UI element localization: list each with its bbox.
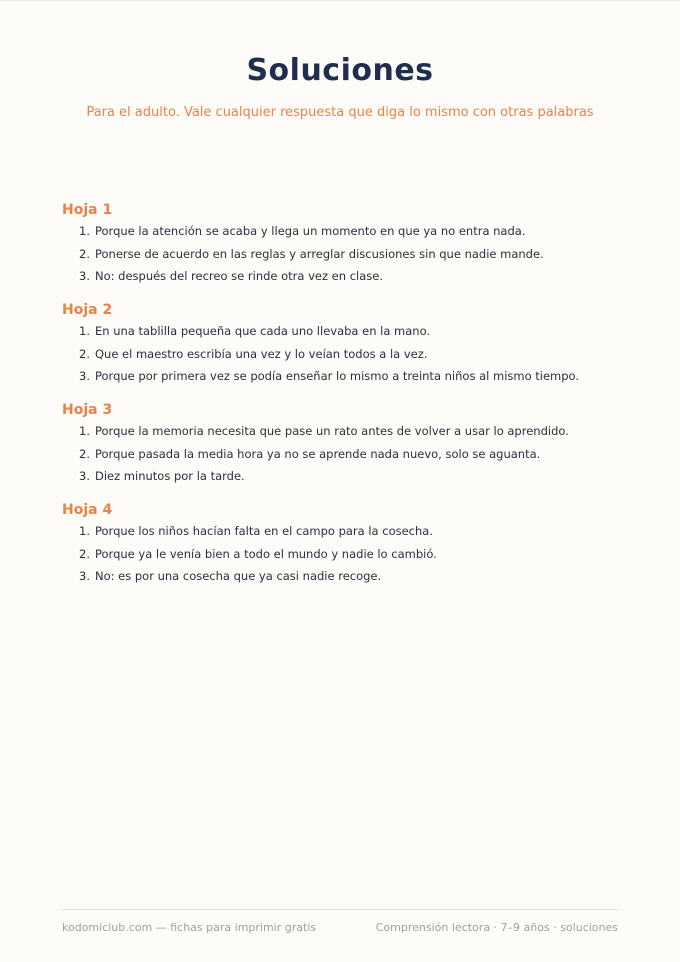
answer-item [79,346,622,363]
answer-item [79,223,622,240]
answer-list [62,423,622,485]
answer-text: No: después del recreo se rinde otra vez en clase. [94,269,383,283]
answer-item [79,523,622,540]
answer-list [62,223,622,285]
answer-item [79,468,622,485]
answer-text: Porque la atención se acaba y llega un momento en que ya no entra nada. [94,224,526,238]
sheet-title: Hoja 2 [62,302,113,318]
sheet-section-2 [62,301,622,385]
answer-text: Porque por primera vez se podía enseñar lo mismo a treinta niños al mismo tiempo. [94,369,580,383]
answer-item [79,246,622,263]
sheet-title: Hoja 3 [62,402,113,418]
answer-item [79,568,622,585]
answer-number: 2. [79,346,90,361]
answer-number: 3. [79,269,90,283]
answer-item [79,546,622,563]
sheet-section-3 [62,401,622,485]
footer-info-text: Comprensión lectora · 7–9 años · soluciones [375,921,618,934]
page-subtitle: Para el adulto. Vale cualquier respuesta que diga lo mismo con otras palabras [86,105,594,120]
answer-item [79,268,622,285]
answer-list [62,323,622,385]
answer-number: 1. [79,524,90,538]
answer-text: Porque pasada la media hora ya no se aprende nada nuevo, solo se aguanta. [94,446,541,461]
sheet-section-1 [62,201,622,285]
answer-item [79,423,622,440]
answer-item [79,368,622,385]
footer-divider [62,909,618,910]
sheet-title: Hoja 1 [62,202,113,218]
solutions-content [62,201,622,601]
answer-text: Que el maestro escribía una vez y lo veían todos a la vez. [94,346,428,361]
answer-list [62,523,622,585]
answer-number: 2. [79,546,90,561]
answer-text: En una tablilla pequeña que cada uno llevaba en la mano. [94,324,431,338]
answer-number: 1. [79,224,90,238]
answer-number: 1. [79,424,90,438]
answer-text: Diez minutos por la tarde. [94,469,245,483]
answer-number: 3. [79,569,90,583]
page-title: Soluciones [246,53,434,88]
answer-text: Porque ya le venía bien a todo el mundo y nadie lo cambió. [94,546,437,561]
answer-text: Porque los niños hacían falta en el campo para la cosecha. [94,524,433,538]
answer-item [79,446,622,463]
answer-item [79,323,622,340]
sheet-title: Hoja 4 [62,502,113,518]
sheet-section-4 [62,501,622,585]
answer-number: 1. [79,324,90,338]
answer-number: 2. [79,446,90,461]
answer-text: Ponerse de acuerdo en las reglas y arreglar discusiones sin que nadie mande. [94,246,544,261]
footer-site-text: kodomiclub.com — fichas para imprimir gratis [62,921,317,934]
answer-text: Porque la memoria necesita que pase un rato antes de volver a usar lo aprendido. [94,424,569,438]
answer-number: 3. [79,369,90,383]
answer-text: No: es por una cosecha que ya casi nadie recoge. [94,569,382,583]
answer-number: 3. [79,469,90,483]
answer-number: 2. [79,246,90,261]
